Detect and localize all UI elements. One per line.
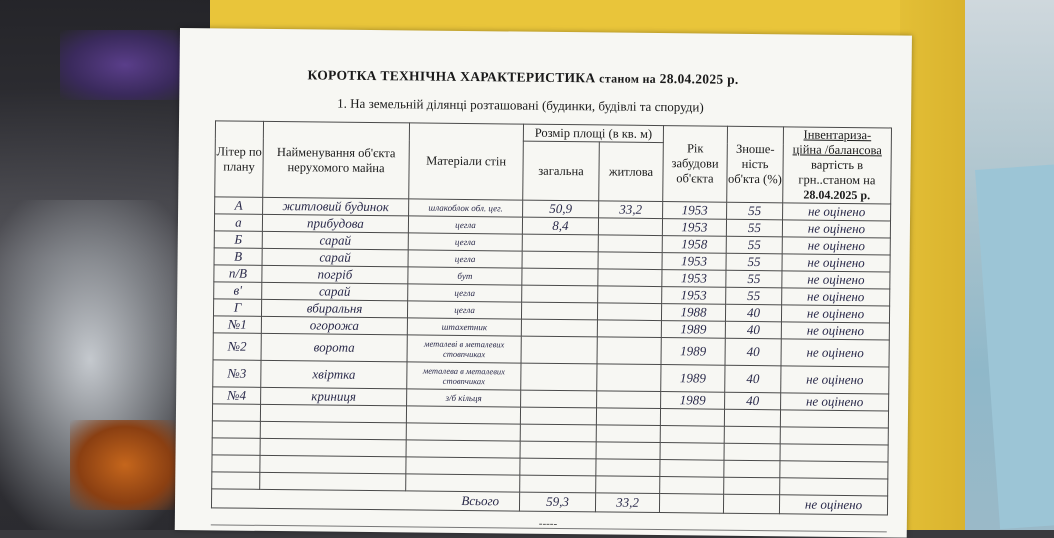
cell-area-total [521,336,597,364]
cell-wear: 55 [726,270,782,288]
cell-material: цегла [408,216,522,234]
title-text: КОРОТКА ТЕХНІЧНА ХАРАКТЕРИСТИКА [307,67,596,86]
cell-wear: 55 [727,202,783,220]
header-area-living: житлова [599,142,664,202]
cell-value: не оцінено [781,305,889,323]
inv-line2: ційна /балансова [792,142,882,158]
cell-material: з/б кільця [407,389,521,407]
cell-liter: №3 [213,360,261,388]
header-year: Рік забудови об'єкта [663,126,728,203]
purple-fabric [60,30,190,100]
cell-liter: п/В [214,265,262,283]
cell-year: 1989 [661,338,725,366]
cell-liter: В [214,248,262,266]
characteristics-table [211,120,892,515]
cell-value: не оцінено [782,288,890,306]
header-materials: Матеріали стін [409,123,524,200]
cell-area-total [521,363,597,391]
cell-material: цегла [408,250,522,268]
cell-wear: 40 [725,392,781,410]
cell-value: не оцінено [782,271,890,289]
cell-name: ворота [261,333,407,362]
cell-material: бут [408,267,522,285]
cell-value: не оцінено [783,203,891,221]
header-inventory [783,127,892,204]
document-subtitle: 1. На земельній ділянці розташовані (будинки, будівлі та споруди) [337,95,704,115]
cell-wear: 55 [726,219,782,237]
cell-area-living [598,235,662,253]
cell-area-living [597,303,661,321]
cell-value: не оцінено [781,322,889,340]
cell-year: 1953 [662,219,726,237]
cell-value: не оцінено [782,220,890,238]
cell-area-total [522,285,598,303]
header-name: Найменування об'єкта нерухомого майна [263,121,410,199]
cell-material: штахетник [407,318,521,336]
cell-value: не оцінено [781,366,889,394]
cell-year: 1953 [663,202,727,220]
cell-material: металева в металевих стовпчиках [407,362,521,390]
cell-value: не оцінено [781,339,889,367]
orange-object [70,420,180,510]
cell-name: огорожа [261,316,407,335]
document-title [307,67,738,88]
cell-material: цегла [408,284,522,302]
cell-wear: 40 [725,321,781,339]
total-area: 59,3 [519,492,595,512]
cell-name: сарай [262,231,408,250]
cell-year: 1953 [662,270,726,288]
cell-area-total: 50,9 [523,200,599,218]
title-suffix: станом на [599,71,657,86]
footer-mark: ----- [538,517,558,530]
cell-wear: 55 [726,287,782,305]
cell-liter: А [215,197,263,215]
cell-area-total [521,390,597,408]
cell-liter: а [214,214,262,232]
cell-name: прибудова [262,214,408,233]
cell-area-total [521,319,597,337]
cell-wear: 40 [725,338,781,366]
cell-wear: 40 [725,304,781,322]
cell-name: сарай [262,248,408,267]
cell-year: 1958 [662,236,726,254]
cell-material: металеві в металевих стовпчиках [407,335,521,363]
inv-line3: вартість в [810,157,864,173]
cell-name: криниця [261,387,407,406]
cell-name: сарай [262,282,408,301]
cell-area-total [521,302,597,320]
inv-date: 28.04.2025 р. [803,187,871,203]
cell-value: не оцінено [782,254,890,272]
cell-liter: №2 [213,333,261,361]
cell-material: цегла [407,301,521,319]
cell-material: цегла [408,233,522,251]
inv-line4: грн..станом на [798,172,876,188]
cell-liter: №1 [213,316,261,334]
cell-wear: 40 [725,365,781,393]
cell-area-total: 8,4 [522,217,598,235]
cell-year: 1989 [661,365,725,393]
cell-area-living [597,364,661,392]
cell-name: житловий будинок [263,197,409,216]
header-area: Розмір площі (в кв. м) [523,124,663,142]
total-value: не оцінено [779,495,887,515]
cell-area-total [522,251,598,269]
total-label: Всього [211,489,519,511]
cell-year: 1989 [661,321,725,339]
inv-line1: Інвентариза- [803,127,872,143]
cell-liter: в' [214,282,262,300]
cell-name: вбиральня [261,299,407,318]
cell-area-living [597,337,661,365]
cell-year: 1989 [661,392,725,410]
cell-area-total [522,234,598,252]
cell-liter: №4 [213,387,261,405]
header-liter: Літер по плану [215,121,264,197]
cell-area-total [522,268,598,286]
cell-liter: Г [213,299,261,317]
cell-area-living [597,320,661,338]
cell-area-living: 33,2 [599,201,663,219]
cell-area-living [598,252,662,270]
cell-wear: 55 [726,236,782,254]
title-date: 28.04.2025 р. [659,71,739,87]
header-area-total: загальна [523,141,600,201]
cell-material: шлакоблок обл. цег. [409,199,523,217]
cell-year: 1953 [662,253,726,271]
cell-liter: Б [214,231,262,249]
header-wear: Зноше-ність об'кта (%) [727,126,784,203]
cell-name: хвіртка [261,360,407,389]
cell-value: не оцінено [782,237,890,255]
cell-value: не оцінено [781,393,889,411]
technical-document [175,28,912,538]
cell-area-living [597,391,661,409]
cell-area-living [598,269,662,287]
cell-year: 1953 [662,287,726,305]
cell-area-living [598,286,662,304]
cell-area-living [598,218,662,236]
total-living: 33,2 [595,493,659,513]
cell-name: погріб [262,265,408,284]
cell-year: 1988 [661,304,725,322]
cell-wear: 55 [726,253,782,271]
